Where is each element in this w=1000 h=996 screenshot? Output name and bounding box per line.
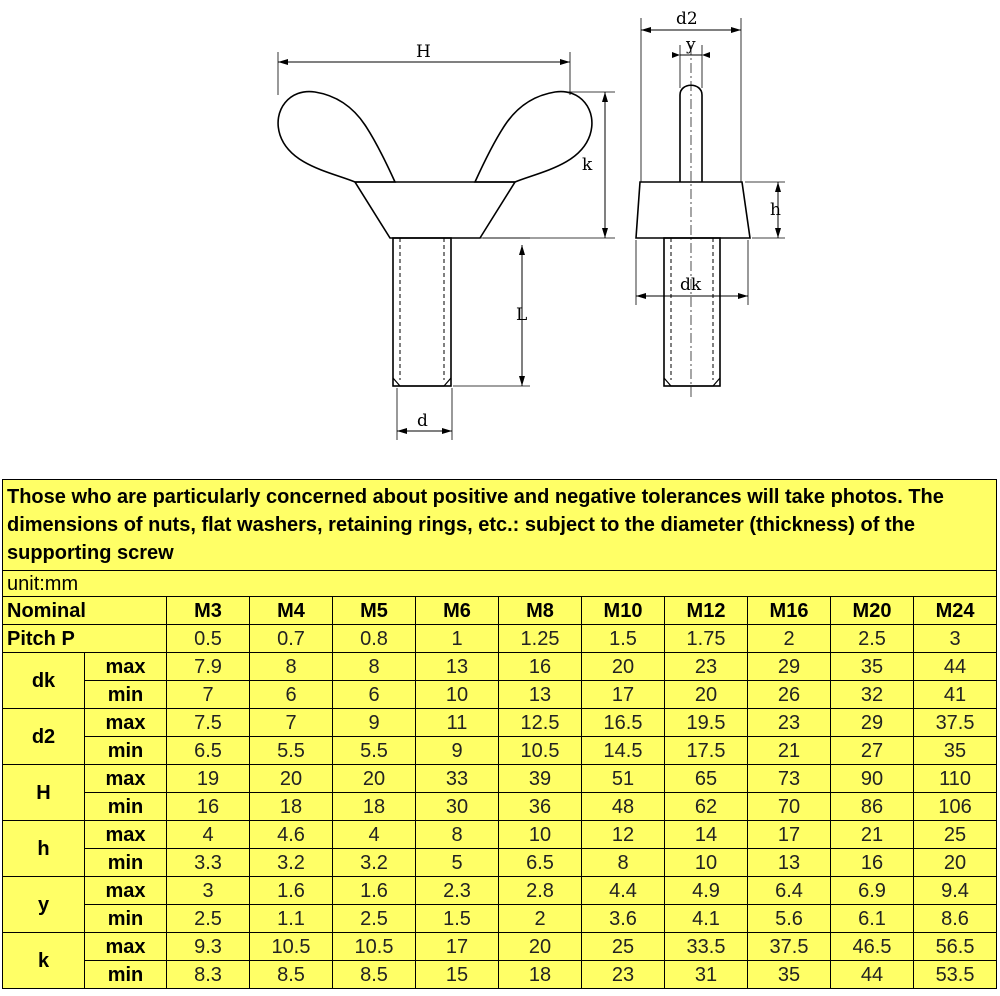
value-cell: 10 (665, 849, 748, 877)
value-cell: 10.5 (250, 933, 333, 961)
value-cell: 30 (416, 793, 499, 821)
value-cell: 16 (831, 849, 914, 877)
size-header: M6 (416, 597, 499, 625)
pitch-value: 0.8 (333, 625, 416, 653)
label-d: d (417, 411, 428, 431)
value-cell: 4 (333, 821, 416, 849)
size-header: M3 (167, 597, 250, 625)
value-cell: 7 (167, 681, 250, 709)
value-cell: 6.9 (831, 877, 914, 905)
value-cell: 10.5 (499, 737, 582, 765)
value-cell: 3.3 (167, 849, 250, 877)
value-cell: 7.5 (167, 709, 250, 737)
value-cell: 23 (665, 653, 748, 681)
max-label: max (85, 933, 167, 961)
value-cell: 6 (333, 681, 416, 709)
value-cell: 3.2 (333, 849, 416, 877)
value-cell: 35 (831, 653, 914, 681)
value-cell: 65 (665, 765, 748, 793)
value-cell: 5.5 (250, 737, 333, 765)
value-cell: 4.9 (665, 877, 748, 905)
label-h: h (770, 200, 781, 220)
value-cell: 13 (499, 681, 582, 709)
value-cell: 33.5 (665, 933, 748, 961)
value-cell: 3.2 (250, 849, 333, 877)
value-cell: 110 (914, 765, 997, 793)
table-row (3, 737, 997, 765)
table-row (3, 765, 997, 793)
value-cell: 6.5 (499, 849, 582, 877)
hub (355, 182, 515, 238)
table-row (3, 709, 997, 737)
max-label: max (85, 821, 167, 849)
value-cell: 56.5 (914, 933, 997, 961)
value-cell: 20 (333, 765, 416, 793)
value-cell: 86 (831, 793, 914, 821)
param-label: k (3, 933, 85, 989)
value-cell: 2.8 (499, 877, 582, 905)
label-y: y (686, 35, 696, 55)
value-cell: 9 (333, 709, 416, 737)
tolerance-note: Those who are particularly concerned about positive and negative tolerances will take photos. The dimensions of nuts, flat washers, retaining rings, etc.: subject to the diameter (thickness) of the supporting screw (3, 480, 997, 571)
value-cell: 23 (748, 709, 831, 737)
value-cell: 7.9 (167, 653, 250, 681)
value-cell: 18 (250, 793, 333, 821)
value-cell: 31 (665, 961, 748, 989)
value-cell: 25 (914, 821, 997, 849)
size-header: M4 (250, 597, 333, 625)
value-cell: 4.1 (665, 905, 748, 933)
label-L: L (516, 305, 528, 325)
value-cell: 8 (333, 653, 416, 681)
table-row (3, 653, 997, 681)
value-cell: 44 (914, 653, 997, 681)
pitch-value: 0.7 (250, 625, 333, 653)
value-cell: 5 (416, 849, 499, 877)
table-row (3, 961, 997, 989)
value-cell: 4 (167, 821, 250, 849)
value-cell: 29 (831, 709, 914, 737)
pitch-value: 0.5 (167, 625, 250, 653)
value-cell: 6.5 (167, 737, 250, 765)
value-cell: 12.5 (499, 709, 582, 737)
pitch-label: Pitch P (3, 625, 167, 653)
value-cell: 21 (831, 821, 914, 849)
value-cell: 36 (499, 793, 582, 821)
table-row (3, 877, 997, 905)
value-cell: 25 (582, 933, 665, 961)
value-cell: 37.5 (914, 709, 997, 737)
min-label: min (85, 905, 167, 933)
value-cell: 9 (416, 737, 499, 765)
pitch-value: 3 (914, 625, 997, 653)
min-label: min (85, 793, 167, 821)
value-cell: 2.5 (167, 905, 250, 933)
value-cell: 18 (499, 961, 582, 989)
value-cell: 8.5 (333, 961, 416, 989)
value-cell: 2.3 (416, 877, 499, 905)
value-cell: 8 (250, 653, 333, 681)
value-cell: 62 (665, 793, 748, 821)
max-label: max (85, 709, 167, 737)
table-row (3, 933, 997, 961)
value-cell: 19.5 (665, 709, 748, 737)
value-cell: 1.5 (416, 905, 499, 933)
value-cell: 1.6 (250, 877, 333, 905)
value-cell: 4.4 (582, 877, 665, 905)
right-wing (475, 92, 592, 182)
value-cell: 17.5 (665, 737, 748, 765)
value-cell: 35 (914, 737, 997, 765)
value-cell: 51 (582, 765, 665, 793)
max-label: max (85, 653, 167, 681)
value-cell: 20 (499, 933, 582, 961)
value-cell: 26 (748, 681, 831, 709)
side-hub (636, 182, 750, 238)
value-cell: 4.6 (250, 821, 333, 849)
value-cell: 3 (167, 877, 250, 905)
pitch-value: 1.25 (499, 625, 582, 653)
value-cell: 17 (582, 681, 665, 709)
value-cell: 2 (499, 905, 582, 933)
param-label: d2 (3, 709, 85, 765)
pitch-value: 1 (416, 625, 499, 653)
value-cell: 44 (831, 961, 914, 989)
value-cell: 11 (416, 709, 499, 737)
value-cell: 19 (167, 765, 250, 793)
pitch-value: 2.5 (831, 625, 914, 653)
param-label: y (3, 877, 85, 933)
value-cell: 1.6 (333, 877, 416, 905)
value-cell: 5.5 (333, 737, 416, 765)
value-cell: 1.1 (250, 905, 333, 933)
table-row (3, 849, 997, 877)
value-cell: 20 (914, 849, 997, 877)
value-cell: 39 (499, 765, 582, 793)
side-shank (664, 238, 720, 386)
value-cell: 8.3 (167, 961, 250, 989)
value-cell: 35 (748, 961, 831, 989)
value-cell: 20 (250, 765, 333, 793)
value-cell: 46.5 (831, 933, 914, 961)
value-cell: 10.5 (333, 933, 416, 961)
value-cell: 33 (416, 765, 499, 793)
value-cell: 29 (748, 653, 831, 681)
value-cell: 8 (416, 821, 499, 849)
value-cell: 17 (416, 933, 499, 961)
value-cell: 90 (831, 765, 914, 793)
value-cell: 6 (250, 681, 333, 709)
shank (393, 238, 451, 386)
label-dk: dk (680, 275, 702, 295)
value-cell: 14.5 (582, 737, 665, 765)
param-label: h (3, 821, 85, 877)
table-row (3, 793, 997, 821)
value-cell: 2.5 (333, 905, 416, 933)
value-cell: 8 (582, 849, 665, 877)
value-cell: 9.4 (914, 877, 997, 905)
size-header: M20 (831, 597, 914, 625)
value-cell: 41 (914, 681, 997, 709)
value-cell: 5.6 (748, 905, 831, 933)
value-cell: 15 (416, 961, 499, 989)
value-cell: 73 (748, 765, 831, 793)
min-label: min (85, 737, 167, 765)
value-cell: 13 (748, 849, 831, 877)
value-cell: 27 (831, 737, 914, 765)
value-cell: 6.1 (831, 905, 914, 933)
value-cell: 16 (499, 653, 582, 681)
label-d2: d2 (676, 9, 698, 29)
max-label: max (85, 765, 167, 793)
max-label: max (85, 877, 167, 905)
value-cell: 32 (831, 681, 914, 709)
size-header: M8 (499, 597, 582, 625)
value-cell: 16.5 (582, 709, 665, 737)
size-header: M16 (748, 597, 831, 625)
value-cell: 9.3 (167, 933, 250, 961)
nominal-label: Nominal (3, 597, 167, 625)
size-header: M12 (665, 597, 748, 625)
value-cell: 48 (582, 793, 665, 821)
value-cell: 10 (416, 681, 499, 709)
value-cell: 18 (333, 793, 416, 821)
value-cell: 21 (748, 737, 831, 765)
value-cell: 17 (748, 821, 831, 849)
pitch-value: 1.5 (582, 625, 665, 653)
size-header: M24 (914, 597, 997, 625)
value-cell: 10 (499, 821, 582, 849)
value-cell: 12 (582, 821, 665, 849)
value-cell: 20 (665, 681, 748, 709)
table-row (3, 681, 997, 709)
value-cell: 6.4 (748, 877, 831, 905)
value-cell: 13 (416, 653, 499, 681)
value-cell: 14 (665, 821, 748, 849)
value-cell: 8.5 (250, 961, 333, 989)
value-cell: 23 (582, 961, 665, 989)
value-cell: 16 (167, 793, 250, 821)
value-cell: 37.5 (748, 933, 831, 961)
pitch-value: 1.75 (665, 625, 748, 653)
wing-screw-drawing (0, 0, 1000, 460)
unit-label: unit:mm (3, 571, 997, 597)
value-cell: 53.5 (914, 961, 997, 989)
label-H: H (416, 42, 431, 62)
param-label: H (3, 765, 85, 821)
size-header: M10 (582, 597, 665, 625)
value-cell: 7 (250, 709, 333, 737)
left-wing (278, 92, 395, 182)
size-header: M5 (333, 597, 416, 625)
min-label: min (85, 849, 167, 877)
value-cell: 20 (582, 653, 665, 681)
value-cell: 70 (748, 793, 831, 821)
param-label: dk (3, 653, 85, 709)
table-row (3, 821, 997, 849)
label-k: k (582, 155, 593, 175)
value-cell: 3.6 (582, 905, 665, 933)
value-cell: 106 (914, 793, 997, 821)
pitch-value: 2 (748, 625, 831, 653)
min-label: min (85, 681, 167, 709)
value-cell: 8.6 (914, 905, 997, 933)
table-row (3, 905, 997, 933)
min-label: min (85, 961, 167, 989)
spec-table (2, 479, 997, 989)
